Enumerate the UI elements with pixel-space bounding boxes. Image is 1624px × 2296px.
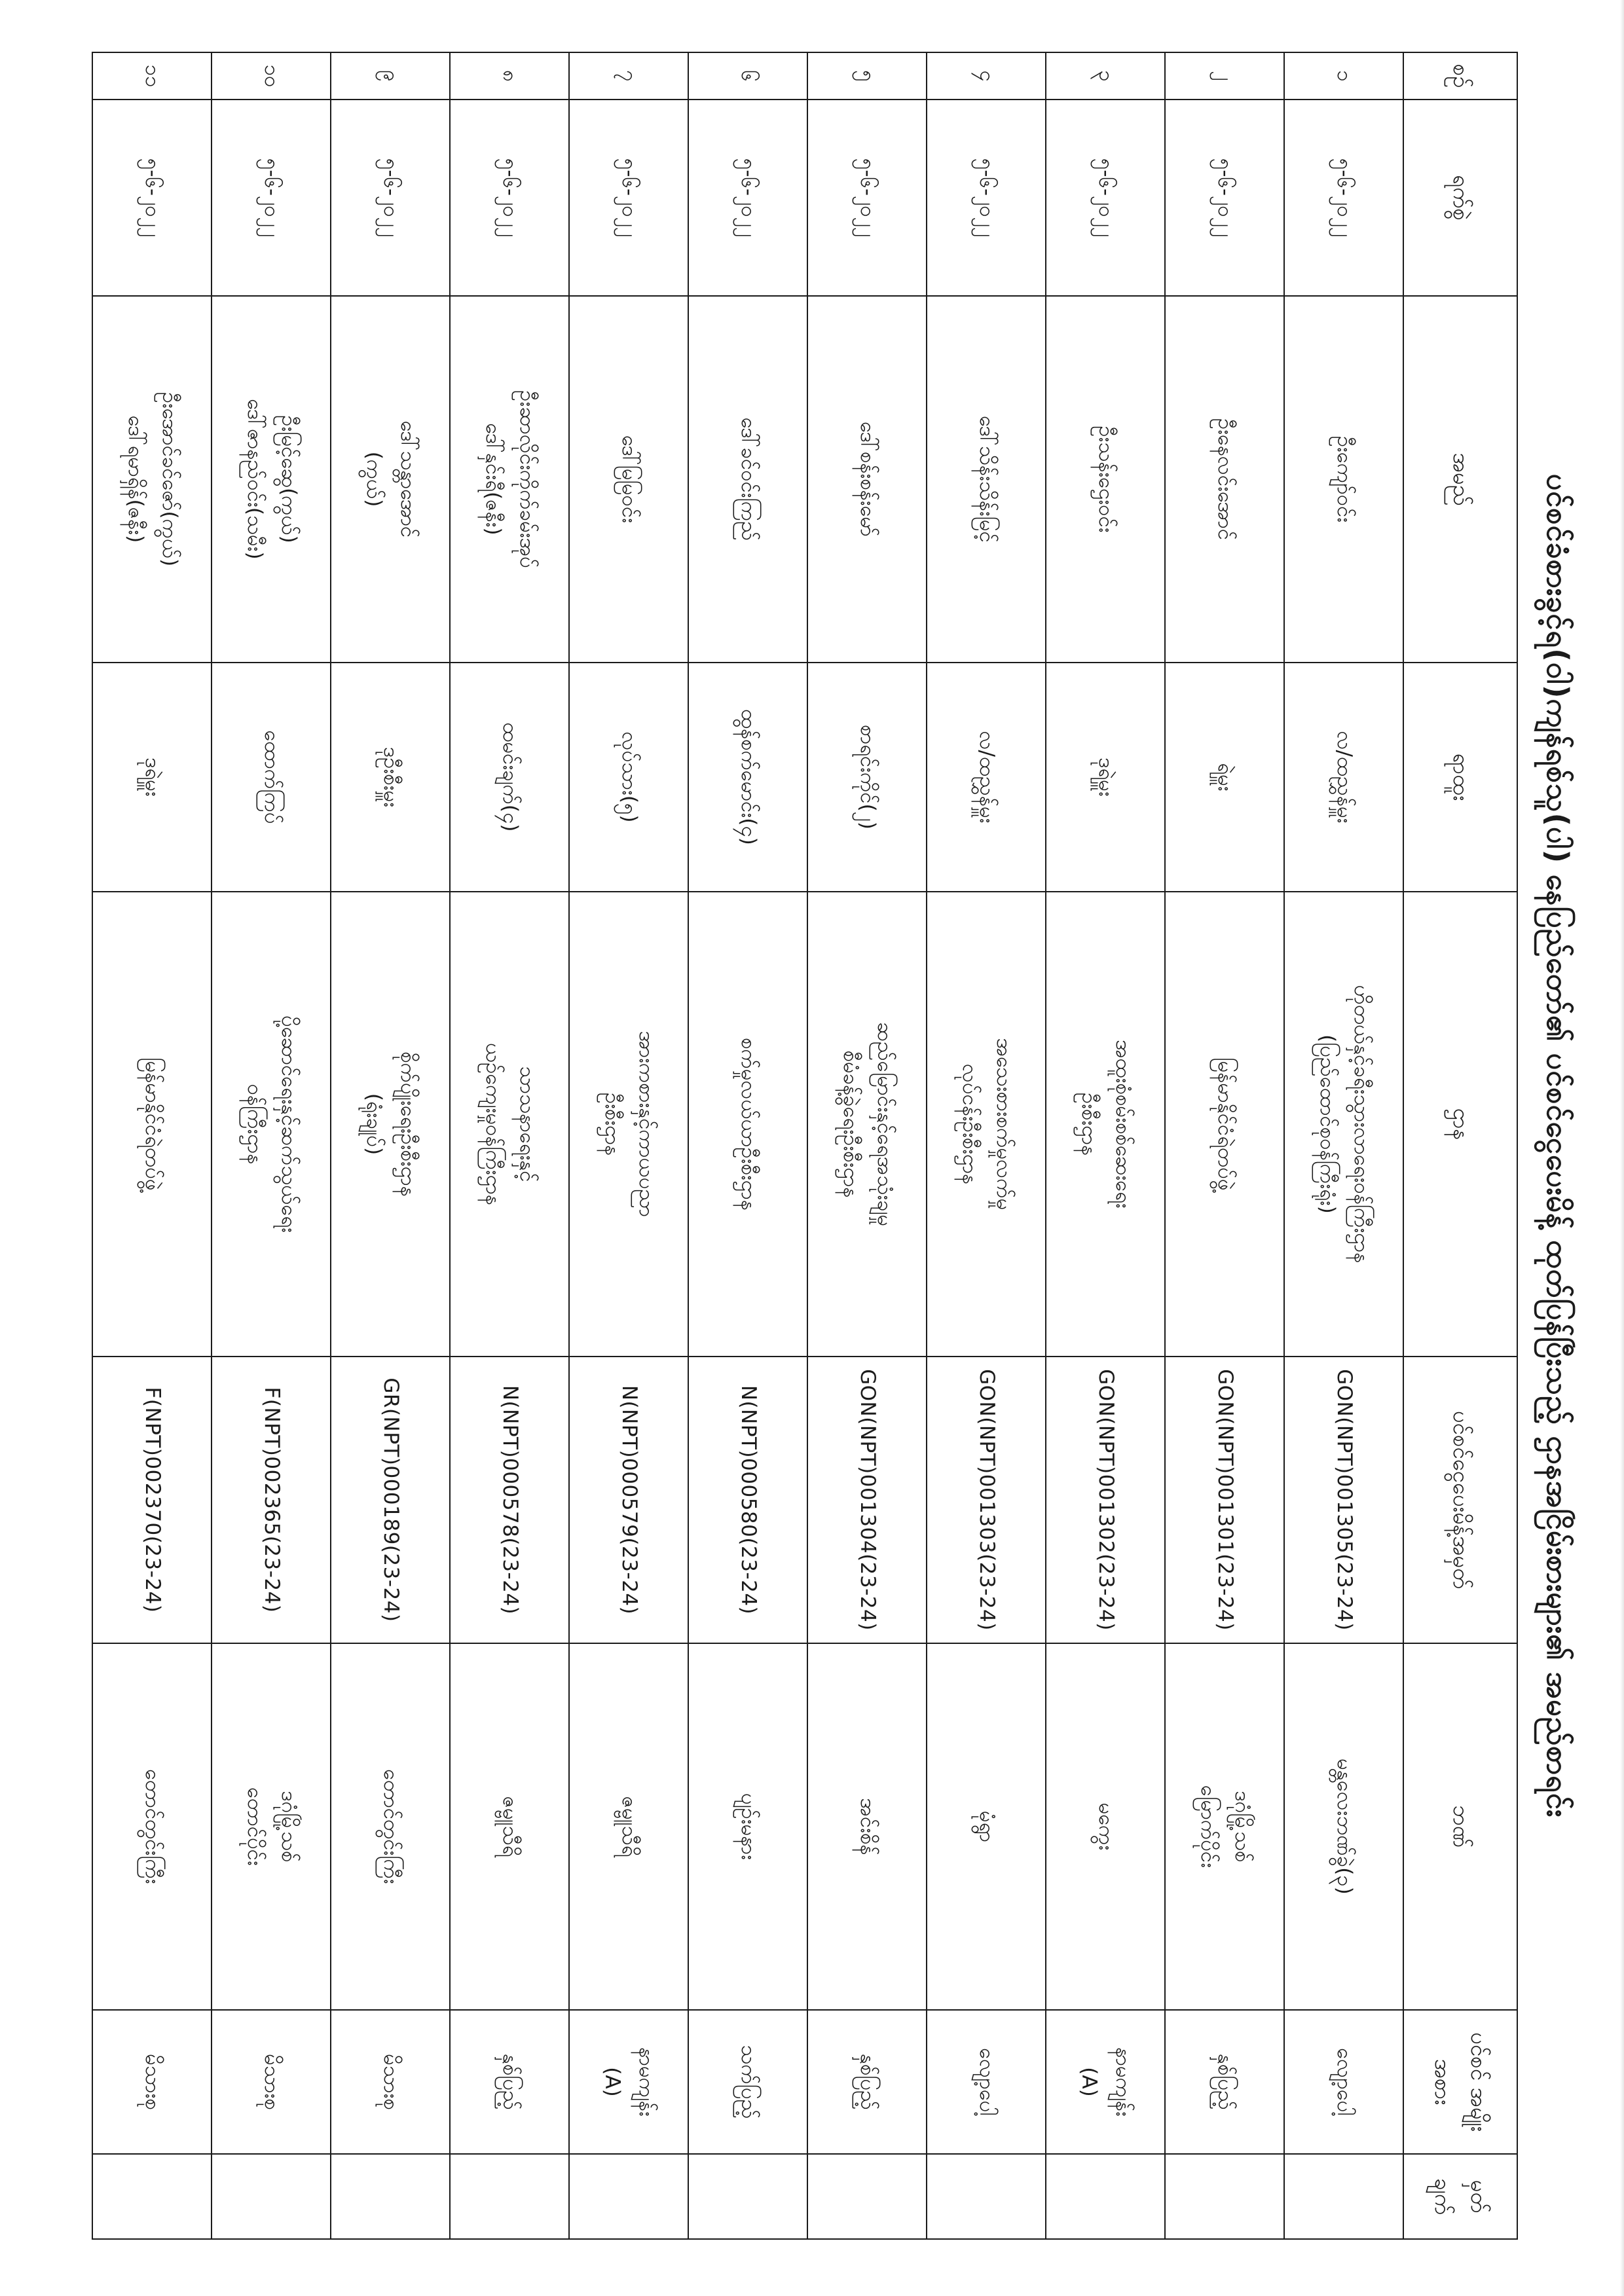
cell-type [93, 2010, 212, 2154]
cell-type [451, 2010, 570, 2154]
cell-line: အားကစားနှင့်ကာယပညာ [634, 1030, 658, 1218]
cell-line: မြန်မာနိုင်ငံရဲတပ်ဖွဲ့ [141, 1057, 165, 1191]
cell-remark [331, 2154, 451, 2239]
cell-line: ဦးသန်းဌေးဝင်း [1094, 426, 1118, 533]
cell-date: ၅-၆-၂၀၂၂ [808, 100, 927, 296]
cell-line: ဒဂုံမြို့သစ် [276, 1791, 301, 1863]
cell-pension_no: N(NPT)000579(23-24) [570, 1357, 689, 1643]
cell-pension_no: GON(NPT)001302(23-24) [1046, 1357, 1166, 1643]
cell-date: ၅-၆-၂၀၂၂ [570, 100, 689, 296]
cell-department [689, 892, 808, 1357]
cell-position [1046, 663, 1166, 892]
cell-position [689, 663, 808, 892]
cell-line: အသေးစားစက်မှုလက်မှု [991, 1038, 1016, 1211]
pension-table [92, 52, 1519, 2240]
cell-line: (A) [1077, 2067, 1101, 2097]
cell-line: ဦးကျော်ဝင်း [1333, 435, 1357, 523]
cell-line: တောင်ပိုင်း [243, 1787, 267, 1866]
cell-line: ထောက်ကြပ် [260, 730, 284, 824]
cell-line: မိသားစု [379, 2054, 403, 2110]
cell-line: နှစ်ပြည့် [1213, 2053, 1238, 2111]
cell-pension_no: GON(NPT)001304(23-24) [808, 1357, 927, 1643]
cell-department [93, 892, 212, 1357]
cell-no: ၅ [808, 52, 927, 100]
cell-type [570, 2010, 689, 2154]
header-cell-pension_no: ပင်စင်ငွေပေးမိန့်အမှတ် [1404, 1357, 1518, 1643]
cell-remark [1285, 2154, 1404, 2239]
cell-position [570, 663, 689, 892]
cell-position [331, 663, 451, 892]
cell-position [212, 663, 331, 892]
cell-no: ၁ [1285, 52, 1404, 100]
cell-line: ဆည်မြောင်းနှင့်ရေအသုံးချမှု [872, 1021, 896, 1227]
cell-line: ဇမ္ဗူသီရိ [498, 1796, 523, 1857]
cell-name [808, 296, 927, 663]
cell-date: ၅-၆-၂၀၂၂ [331, 100, 451, 296]
cell-date: ၅-၆-၂၀၂၂ [927, 100, 1046, 296]
table-row-7 [570, 52, 689, 2239]
cell-type [927, 2010, 1046, 2154]
header-cell-remark: မှတ် ချက် [1404, 2154, 1518, 2239]
scanner-edge-shadow [1620, 0, 1624, 2296]
cell-date: ၅-၆-၂၀၂၂ [1046, 100, 1166, 296]
cell-date: ၅-၆-၂၀၂၂ [93, 100, 212, 296]
cell-line: ဦးဆာလိုင်းကိုက်ခမ်းအုပ် [515, 390, 539, 568]
cell-no: ၄ [927, 52, 1046, 100]
cell-position [1285, 663, 1404, 892]
cell-no: ၁၁ [93, 52, 212, 100]
table-row-5 [808, 52, 927, 2239]
cell-line: မြန်မာနိုင်ငံရဲတပ်ဖွဲ့ [1213, 1057, 1238, 1191]
cell-line: သာသနာရေးနှင့် [515, 1066, 539, 1182]
cell-line: စက်မှုလယ်ယာဦးစီးဌာန [737, 1038, 761, 1211]
pension-table-body [93, 52, 1404, 2239]
cell-line: တောင်တွင်းကြီး [379, 1769, 403, 1884]
cell-name [212, 296, 331, 663]
cell-position [93, 663, 212, 892]
cell-no: ၉ [331, 52, 451, 100]
cell-line: နာမကျန်း [1111, 2047, 1135, 2117]
cell-line: ဒေါ်စန်းစန်းမော် [856, 422, 880, 537]
cell-line: ဟိုတယ်နှင့်ခရီးသွားလာရေးဝန်ကြီးဌာန [1349, 985, 1373, 1264]
cell-department [451, 892, 570, 1357]
landscape-sheet [35, 33, 1589, 2259]
cell-no: ၂ [1166, 52, 1285, 100]
cell-line: ယဉ်ကျေးမှုဝန်ကြီးဌာန [481, 1043, 506, 1205]
cell-bank [451, 1643, 570, 2010]
cell-name [1285, 296, 1404, 663]
cell-line: လုပ်သား(၅) [618, 731, 642, 823]
cell-bank [808, 1643, 927, 2010]
cell-date: ၅-၆-၂၀၂၂ [212, 100, 331, 296]
cell-department [212, 892, 331, 1357]
cell-bank [927, 1643, 1046, 2010]
cell-line: ဒေါ်ရမာရှိန်(ဇနီး) [124, 415, 148, 543]
cell-remark [570, 2154, 689, 2239]
cell-date: ၅-၆-၂၀၂၂ [451, 100, 570, 296]
cell-department [331, 892, 451, 1357]
cell-bank [689, 1643, 808, 2010]
cell-line: မြောက်ပိုင်း [1196, 1785, 1221, 1868]
cell-line: နာမကျန်း [634, 2047, 658, 2117]
cell-line: စာရင်းကိုင်(၂) [856, 725, 880, 829]
cell-line: လ/ထညွှန်မှူး [1333, 731, 1357, 824]
cell-line: (ကွယ်) [362, 451, 386, 507]
cell-line: မကွေး [1094, 1802, 1118, 1851]
header-cell-type: ပင်စင် အမျိုးအစား [1404, 2010, 1518, 2154]
cell-line: ဒေါ်ဇာနည်ဝင်း(သမီး) [243, 399, 267, 560]
cell-line: အထူးစုံစမ်းစစ်ဆေးရေး [1111, 1040, 1135, 1209]
header-cell-position: ရာထူး [1404, 663, 1518, 892]
header-cell-bank: ဘဏ် [1404, 1643, 1518, 2010]
cell-name [331, 296, 451, 663]
cell-line: ဒေါ်မြမြဝင်း [618, 435, 642, 524]
cell-line: ပို့ဆောင်ရေးနှင့်ဆက်သွယ်ရေး [276, 1015, 301, 1233]
cell-no: ၈ [451, 52, 570, 100]
cell-department [1285, 892, 1404, 1357]
header-cell-date: ရက်စွဲ [1404, 100, 1518, 296]
table-row-3 [1046, 52, 1166, 2239]
table-row-9 [331, 52, 451, 2239]
cell-line: ဦးစီးဌာန [1077, 1092, 1101, 1156]
cell-pension_no: GON(NPT)001301(23-24) [1166, 1357, 1285, 1643]
cell-type [689, 2010, 808, 2154]
cell-line: ထမင်းချက်(၄) [498, 722, 523, 832]
cell-remark [1046, 2154, 1166, 2239]
cell-department [808, 892, 927, 1357]
cell-name [689, 296, 808, 663]
cell-remark [212, 2154, 331, 2239]
cell-line: (A) [600, 2067, 625, 2097]
cell-line: ဒုရဲမှူး [141, 757, 165, 797]
cell-line: သက်ပြည့် [737, 2045, 761, 2119]
header-cell-name: အမည် [1404, 296, 1518, 663]
cell-bank [93, 1643, 212, 2010]
cell-type [1285, 2010, 1404, 2154]
cell-line: မိသားစု [141, 2054, 165, 2110]
cell-line: ဒေါ်သန္တာအောင် [396, 420, 420, 538]
cell-pension_no: GR(NPT)000189(23-24) [331, 1357, 451, 1643]
cell-bank [1046, 1643, 1166, 2010]
cell-date: ၅-၆-၂၀၂၂ [1166, 100, 1285, 296]
cell-date: ၅-၆-၂၀၂၂ [1285, 100, 1404, 296]
cell-remark [808, 2154, 927, 2239]
cell-line: တောင်တွင်းကြီး [141, 1769, 165, 1884]
table-row-6 [689, 52, 808, 2239]
table-row-8 [451, 52, 570, 2239]
cell-line: ဦးနေလင်းအောင် [1213, 418, 1238, 541]
cell-type [1166, 2010, 1285, 2154]
cell-line: ဇမ္ဗူသီရိ [618, 1796, 642, 1857]
cell-line: လုပ်ငန်းဦးစီးဌာန [958, 1063, 982, 1185]
cell-line: ထွန်စက်မောင်း(၄) [737, 709, 761, 845]
cell-line: ဒေါ်နှင်းရီ(ဇနီး) [481, 423, 506, 536]
table-row-11 [93, 52, 212, 2239]
cell-line: စီမံခန့်ခွဲရေးဦးစီးဌာန [839, 1050, 863, 1198]
cell-line: ဒဂုံမြို့သစ် [1230, 1791, 1254, 1863]
table-row-10 [212, 52, 331, 2239]
cell-department [1166, 892, 1285, 1357]
table-row-4 [927, 52, 1046, 2239]
cell-name [451, 296, 570, 663]
table-row-1 [1285, 52, 1404, 2239]
cell-name [1166, 296, 1285, 663]
header-row [1404, 52, 1518, 2239]
cell-line: ပျဉ်းမနား [737, 1793, 761, 1861]
cell-no: ၆ [689, 52, 808, 100]
cell-line: နှစ်ပြည့် [856, 2053, 880, 2111]
cell-department [927, 892, 1046, 1357]
cell-date: ၅-၆-၂၀၂၂ [689, 100, 808, 296]
rotated-scan-area [35, 33, 1589, 2259]
cell-line: ဝန်ကြီးဌာန [243, 1084, 267, 1165]
cell-line: ဦးစီးဌာန [600, 1092, 625, 1156]
cell-remark [927, 2154, 1046, 2239]
cell-line: မုံရွာ [975, 1810, 999, 1843]
table-row-2 [1166, 52, 1285, 2239]
document-title: ပင်စင်ခံစားခွင့်ရ(ဝါ)ကျန်ရစ်သူ(ပါ) နေပြည်တော်၏ ပင်စင်ငွေပေးမိန့် ထုတ်ပြန်ပြီးသည့် ဌာနအငြိမ်းစားများ၏ အမည်စာရင်း [1540, 473, 1575, 1818]
cell-department [570, 892, 689, 1357]
cell-line: စိုက်ပျိုးရေးဦးစီးဌာန [396, 1051, 420, 1197]
cell-line: ဒေါ်သိန်းသိန်းမြင့် [975, 416, 999, 543]
cell-bank [331, 1643, 451, 2010]
cell-bank [570, 1643, 689, 2010]
cell-type [212, 2010, 331, 2154]
cell-position [808, 663, 927, 892]
cell-remark [451, 2154, 570, 2239]
cell-type [1046, 2010, 1166, 2154]
header-cell-no: စဉ် [1404, 52, 1518, 100]
cell-line: လျော့ပေါ့ [975, 2048, 999, 2116]
cell-line: နှစ်ပြည့် [498, 2053, 523, 2111]
cell-no: ၇ [570, 52, 689, 100]
cell-department [1046, 892, 1166, 1357]
cell-line: (ပြည်ထောင်စုဝန်ကြီးရုံး) [1316, 1034, 1340, 1214]
cell-pension_no: F(NPT)002370(23-24) [93, 1357, 212, 1643]
cell-line: ဒုဦးစီးမှူး [379, 746, 403, 808]
cell-name [927, 296, 1046, 663]
cell-line: ဒေါ်ခင်ဝင်းကြည် [737, 417, 761, 541]
cell-remark [1166, 2154, 1285, 2239]
cell-line: လျော့ပေါ့ [1333, 2048, 1357, 2116]
cell-line: လ/ထညွှန်မှူး [975, 731, 999, 824]
header-cell-department: ဌာန [1404, 892, 1518, 1357]
cell-remark [689, 2154, 808, 2239]
cell-line: အင်းစိန် [856, 1798, 880, 1855]
cell-no: ၃ [1046, 52, 1166, 100]
cell-position [927, 663, 1046, 892]
cell-pension_no: F(NPT)002365(23-24) [212, 1357, 331, 1643]
cell-line: မိသားစု [260, 2054, 284, 2110]
cell-name [570, 296, 689, 663]
cell-type [331, 2010, 451, 2154]
cell-remark [93, 2154, 212, 2239]
cell-name [1046, 296, 1166, 663]
cell-bank [1285, 1643, 1404, 2010]
cell-pension_no: GON(NPT)001305(23-24) [1285, 1357, 1404, 1643]
cell-line: မန္တလေးဘဏ်ခွဲ(၃) [1333, 1758, 1357, 1895]
cell-line: ဦးမြင့်ဆွေ(ကွယ်) [276, 415, 301, 543]
cell-line: ရဲမှူး [1213, 763, 1238, 792]
cell-line: (ရုံးချုပ်) [362, 1093, 386, 1156]
cell-type [808, 2010, 927, 2154]
cell-line: ဒုရဲမှူး [1094, 757, 1118, 797]
cell-position [1166, 663, 1285, 892]
cell-pension_no: N(NPT)000580(23-24) [689, 1357, 808, 1643]
pension-table-header [1404, 52, 1518, 2239]
cell-pension_no: N(NPT)000578(23-24) [451, 1357, 570, 1643]
cell-bank [1166, 1643, 1285, 2010]
cell-position [451, 663, 570, 892]
cell-line: ဦးအောင်ခင်ဇော်(ကွယ်) [157, 392, 181, 567]
cell-name [93, 296, 212, 663]
cell-pension_no: GON(NPT)001303(23-24) [927, 1357, 1046, 1643]
cell-bank [212, 1643, 331, 2010]
cell-no: ၁၀ [212, 52, 331, 100]
